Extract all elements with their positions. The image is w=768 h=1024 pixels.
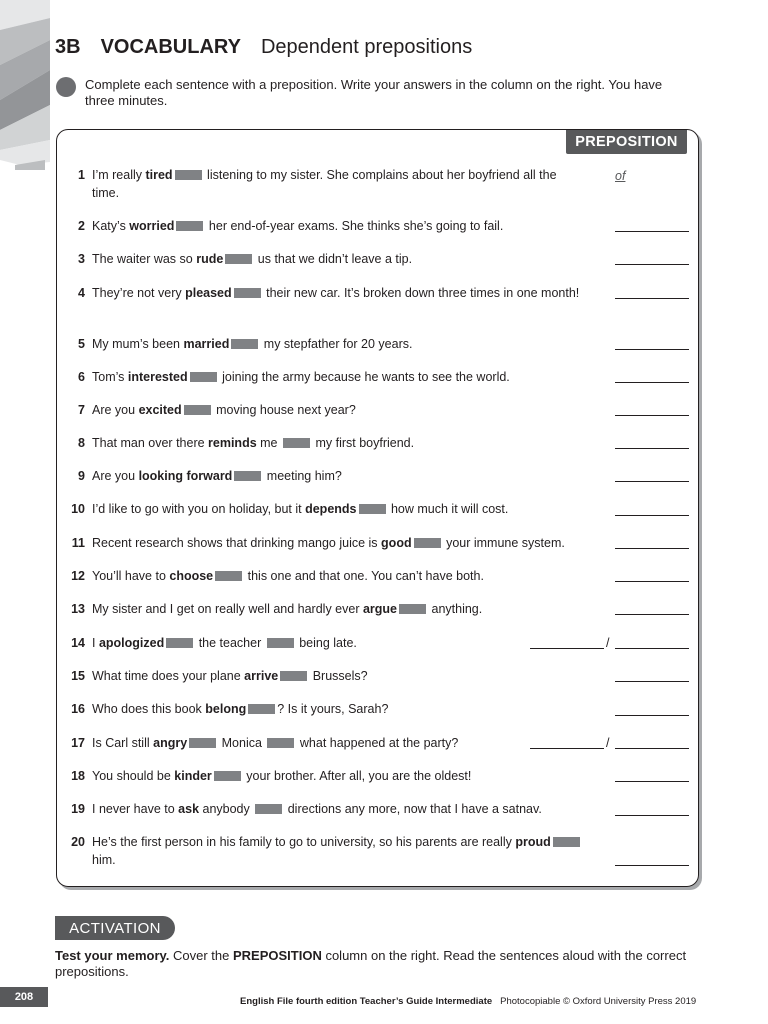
sentence-fragment: their new car. It’s broken down three times in one month! <box>262 286 580 300</box>
question-number: 7 <box>78 403 85 417</box>
question-text <box>92 734 582 752</box>
blank-gap <box>399 604 426 614</box>
sentence-fragment: Are you <box>92 403 139 417</box>
question-text <box>92 401 582 419</box>
instructions: Complete each sentence with a preposition. Write your answers in the column on the right. You have three minutes. <box>85 77 663 108</box>
question-number: 4 <box>78 286 85 300</box>
answer-example: of <box>615 169 626 183</box>
question-number: 13 <box>71 602 85 616</box>
question-text <box>92 700 582 718</box>
question-number: 2 <box>78 219 85 233</box>
question-number: 17 <box>71 736 85 750</box>
sentence-fragment: I’m really <box>92 168 146 182</box>
question-text <box>92 284 582 302</box>
section-number: 3B <box>55 36 81 58</box>
sentence-fragment: That man over there <box>92 436 209 450</box>
sentence-fragment: What time does your plane <box>92 669 245 683</box>
answer-line[interactable] <box>615 865 689 866</box>
question-number: 10 <box>71 502 85 516</box>
key-word: good <box>381 536 412 550</box>
answer-line[interactable] <box>615 264 689 265</box>
sentence-fragment: Brussels? <box>309 669 368 683</box>
sentence-fragment: me <box>256 436 281 450</box>
question-text <box>92 217 582 235</box>
sentence-fragment: what happened at the party? <box>296 736 459 750</box>
sentence-fragment: Recent research shows that drinking mango juice is <box>92 536 382 550</box>
answer-line[interactable] <box>615 815 689 816</box>
activation-bold-word: PREPOSITION <box>232 948 322 963</box>
blank-gap <box>280 671 307 681</box>
answer-line[interactable] <box>615 415 689 416</box>
sentence-fragment: anything. <box>428 602 483 616</box>
answer-line[interactable] <box>615 548 689 549</box>
sentence-fragment: your brother. After all, you are the oldest! <box>242 769 472 783</box>
key-word: looking forward <box>138 469 233 483</box>
activation-label: ACTIVATION <box>55 916 175 940</box>
sentence-fragment: You should be <box>92 769 175 783</box>
activation-bold-lead: Test your memory. <box>55 948 170 963</box>
blank-gap <box>553 837 580 847</box>
sentence-fragment: My sister and I get on really well and hardly ever <box>92 602 363 616</box>
sentence-fragment: ? Is it yours, Sarah? <box>277 702 389 716</box>
question-text <box>92 634 582 652</box>
answer-line[interactable] <box>615 349 689 350</box>
blank-gap <box>359 504 386 514</box>
blank-gap <box>225 254 252 264</box>
question-text <box>92 567 582 585</box>
question-text <box>92 800 582 818</box>
answer-line[interactable] <box>615 231 689 232</box>
sentence-fragment: joining the army because he wants to see the world. <box>218 370 510 384</box>
blank-gap <box>166 638 193 648</box>
question-number: 15 <box>71 669 85 683</box>
decorative-fan-graphic <box>0 0 50 170</box>
footer <box>240 996 696 1007</box>
sentence-fragment: my stepfather for 20 years. <box>260 337 413 351</box>
answer-line[interactable] <box>615 581 689 582</box>
question-number: 9 <box>78 469 85 483</box>
key-word: kinder <box>174 769 212 783</box>
key-word: ask <box>178 802 200 816</box>
sentence-fragment: this one and that one. You can’t have both. <box>244 569 484 583</box>
question-text <box>92 767 582 785</box>
answer-line[interactable] <box>530 648 604 649</box>
key-word: angry <box>153 736 188 750</box>
sentence-fragment: I never have to <box>92 802 179 816</box>
key-word: reminds <box>208 436 257 450</box>
sentence-fragment: listening to my sister. She complains about her boyfriend all the time. <box>92 168 557 200</box>
activation-text-1: Cover the <box>169 948 233 963</box>
blank-gap <box>283 438 310 448</box>
blank-gap <box>248 704 275 714</box>
sentence-fragment: him. <box>92 853 116 867</box>
sentence-fragment: They’re not very <box>92 286 186 300</box>
sentence-fragment: Tom’s <box>92 370 128 384</box>
sentence-fragment: meeting him? <box>263 469 342 483</box>
sentence-fragment: your immune system. <box>442 536 565 550</box>
question-text <box>92 467 582 485</box>
blank-gap <box>234 288 261 298</box>
blank-gap <box>214 771 241 781</box>
key-word: rude <box>196 252 224 266</box>
answer-line[interactable] <box>530 748 604 749</box>
section-name: VOCABULARY <box>100 36 241 58</box>
blank-gap <box>414 538 441 548</box>
blank-gap <box>267 638 294 648</box>
question-text <box>92 500 582 518</box>
sentence-fragment: I’d like to go with you on holiday, but it <box>92 502 306 516</box>
answer-line[interactable] <box>615 481 689 482</box>
activation-text-2: column on the right. Read the sentences aloud with the correct prepositions. <box>55 948 687 979</box>
question-number: 8 <box>78 436 85 450</box>
sentence-fragment: He’s the first person in his family to go to university, so his parents are really <box>92 835 516 849</box>
blank-gap <box>215 571 242 581</box>
answer-separator: / <box>606 736 610 750</box>
question-text <box>92 250 582 268</box>
sentence-fragment: Katy’s <box>92 219 130 233</box>
answer-line[interactable] <box>615 781 689 782</box>
sentence-fragment: being late. <box>295 636 357 650</box>
sentence-fragment: My mum’s been <box>92 337 184 351</box>
key-word: arrive <box>244 669 279 683</box>
key-word: pleased <box>185 286 232 300</box>
sentence-fragment: her end-of-year exams. She thinks she’s going to fail. <box>205 219 504 233</box>
sentence-fragment: Are you <box>92 469 139 483</box>
bullet-circle-icon <box>56 77 76 97</box>
sentence-fragment: Who does this book <box>92 702 206 716</box>
sentence-fragment: the teacher <box>195 636 265 650</box>
question-number: 18 <box>71 769 85 783</box>
key-word: argue <box>362 602 398 616</box>
question-number: 5 <box>78 337 85 351</box>
blank-gap <box>189 738 216 748</box>
question-number: 11 <box>71 536 85 550</box>
blank-gap <box>267 738 294 748</box>
question-number: 19 <box>71 802 85 816</box>
key-word: tired <box>145 168 173 182</box>
page-header <box>55 36 472 66</box>
blank-gap <box>234 471 261 481</box>
sentence-fragment: us that we didn’t leave a tip. <box>254 252 413 266</box>
answer-line[interactable] <box>615 648 689 649</box>
answer-line[interactable] <box>615 298 689 299</box>
question-number: 6 <box>78 370 85 384</box>
sentence-fragment: moving house next year? <box>212 403 356 417</box>
page-number: 208 <box>0 987 48 1007</box>
blank-gap <box>255 804 282 814</box>
key-word: choose <box>169 569 214 583</box>
blank-gap <box>190 372 217 382</box>
answer-line[interactable] <box>615 614 689 615</box>
question-text <box>92 667 582 685</box>
blank-gap <box>175 170 202 180</box>
footer-book-title: English File fourth edition Teacher’s Guide Intermediate <box>240 996 493 1007</box>
answer-separator: / <box>606 636 610 650</box>
key-word: belong <box>205 702 247 716</box>
question-text <box>92 534 582 552</box>
activation-text <box>55 948 715 979</box>
sentence-fragment: anybody <box>199 802 254 816</box>
sentence-fragment: directions any more, now that I have a satnav. <box>284 802 542 816</box>
question-number: 20 <box>71 835 85 849</box>
answer-line[interactable] <box>615 715 689 716</box>
key-word: worried <box>129 219 175 233</box>
key-word: proud <box>515 835 551 849</box>
blank-gap <box>231 339 258 349</box>
question-number: 12 <box>71 569 85 583</box>
question-number: 3 <box>78 252 85 266</box>
question-text <box>92 368 582 386</box>
question-number: 16 <box>71 702 85 716</box>
sentence-fragment: You’ll have to <box>92 569 170 583</box>
answer-line[interactable] <box>615 681 689 682</box>
question-text <box>92 434 582 452</box>
sentence-fragment: I <box>92 636 99 650</box>
sentence-fragment: The waiter was so <box>92 252 197 266</box>
footer-copyright: Photocopiable © Oxford University Press 2019 <box>500 996 697 1007</box>
key-word: interested <box>127 370 188 384</box>
key-word: depends <box>305 502 357 516</box>
answer-line[interactable] <box>615 748 689 749</box>
answer-line[interactable] <box>615 382 689 383</box>
blank-gap <box>176 221 203 231</box>
question-text <box>92 166 582 202</box>
key-word: married <box>183 337 230 351</box>
question-number: 14 <box>71 636 85 650</box>
question-text <box>92 335 582 353</box>
question-number: 1 <box>78 168 85 182</box>
question-text <box>92 600 582 618</box>
answer-line[interactable] <box>615 448 689 449</box>
key-word: apologized <box>98 636 165 650</box>
key-word: excited <box>138 403 182 417</box>
preposition-column-label: PREPOSITION <box>566 130 687 154</box>
sentence-fragment: my first boyfriend. <box>311 436 415 450</box>
sentence-fragment: Is Carl still <box>92 736 154 750</box>
section-subtitle: Dependent prepositions <box>260 36 473 58</box>
sentence-fragment: Monica <box>218 736 266 750</box>
answer-line[interactable] <box>615 515 689 516</box>
blank-gap <box>184 405 211 415</box>
question-text <box>92 833 582 869</box>
sentence-fragment: how much it will cost. <box>387 502 509 516</box>
